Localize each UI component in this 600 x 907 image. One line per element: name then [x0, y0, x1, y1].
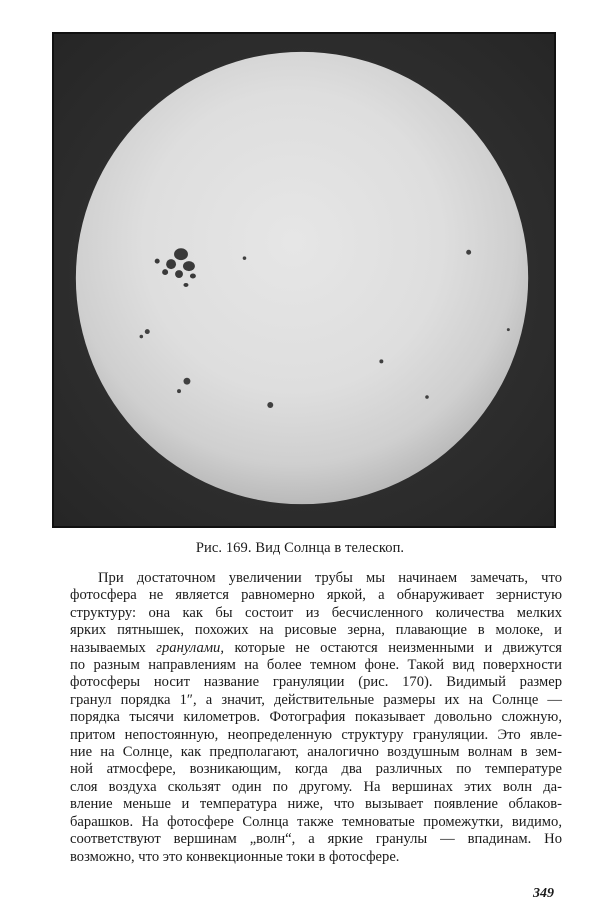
page-number: 349 [533, 886, 554, 901]
text-line: по разным направлениям на более темном фоне. Такой вид поверхности [70, 657, 562, 674]
text-line: фотосферы носит название грануляции (рис. 170). Видимый размер [70, 674, 562, 691]
text-line: гранул порядка 1″, а значит, действительные размеры их на Солнце — [70, 691, 562, 708]
text-fragment: называемых [70, 639, 157, 656]
text-line: притом непостоянную, неопределенную структуру грануляции. Это явле- [70, 726, 562, 743]
term-granules: гранулами, [156, 639, 225, 656]
text-line: барашков. На фотосфере Солнца также темноватые промежутки, видимо, [70, 813, 562, 830]
figure-caption: Рис. 169. Вид Солнца в телескоп. [195, 540, 405, 556]
text-line: фотосфера не является равномерно яркой, а обнаруживает зернистую [70, 587, 562, 604]
text-line: слоя воздуха скользят один по другому. На вершинах этих волн да- [70, 778, 562, 795]
sun-disk-illustration [54, 34, 554, 526]
text-line: порядка тысячи километров. Фотография показывает довольно сложную, [70, 709, 562, 726]
text-line: ярких пятнышек, похожих на рисовые зерна, плавающие в молоке, и [70, 622, 562, 639]
text-fragment: которые не остаются неизменными и движутся [224, 639, 562, 656]
text-line: структуру: она как бы состоит из бесчисленного количества мелких [70, 604, 562, 621]
sun-telescope-photo [52, 32, 556, 528]
sun-disk [76, 52, 528, 504]
text-line: вление меньше и температура ниже, что вызывает появление облаков- [70, 796, 562, 813]
text-line: возможно, что это конвекционные токи в фотосфере. [70, 848, 400, 865]
text-line: ние на Солнце, как предполагают, аналогично воздушным волнам в зем- [70, 744, 562, 761]
text-line: При достаточном увеличении трубы мы начинаем замечать, что [98, 570, 562, 586]
body-paragraph [70, 570, 562, 866]
text-line [70, 640, 562, 657]
text-line: ной атмосфере, возникающим, когда два различных по температуре [70, 761, 562, 778]
text-line: соответствуют вершинам „волн“, а яркие гранулы — впадинам. Но [70, 831, 562, 848]
